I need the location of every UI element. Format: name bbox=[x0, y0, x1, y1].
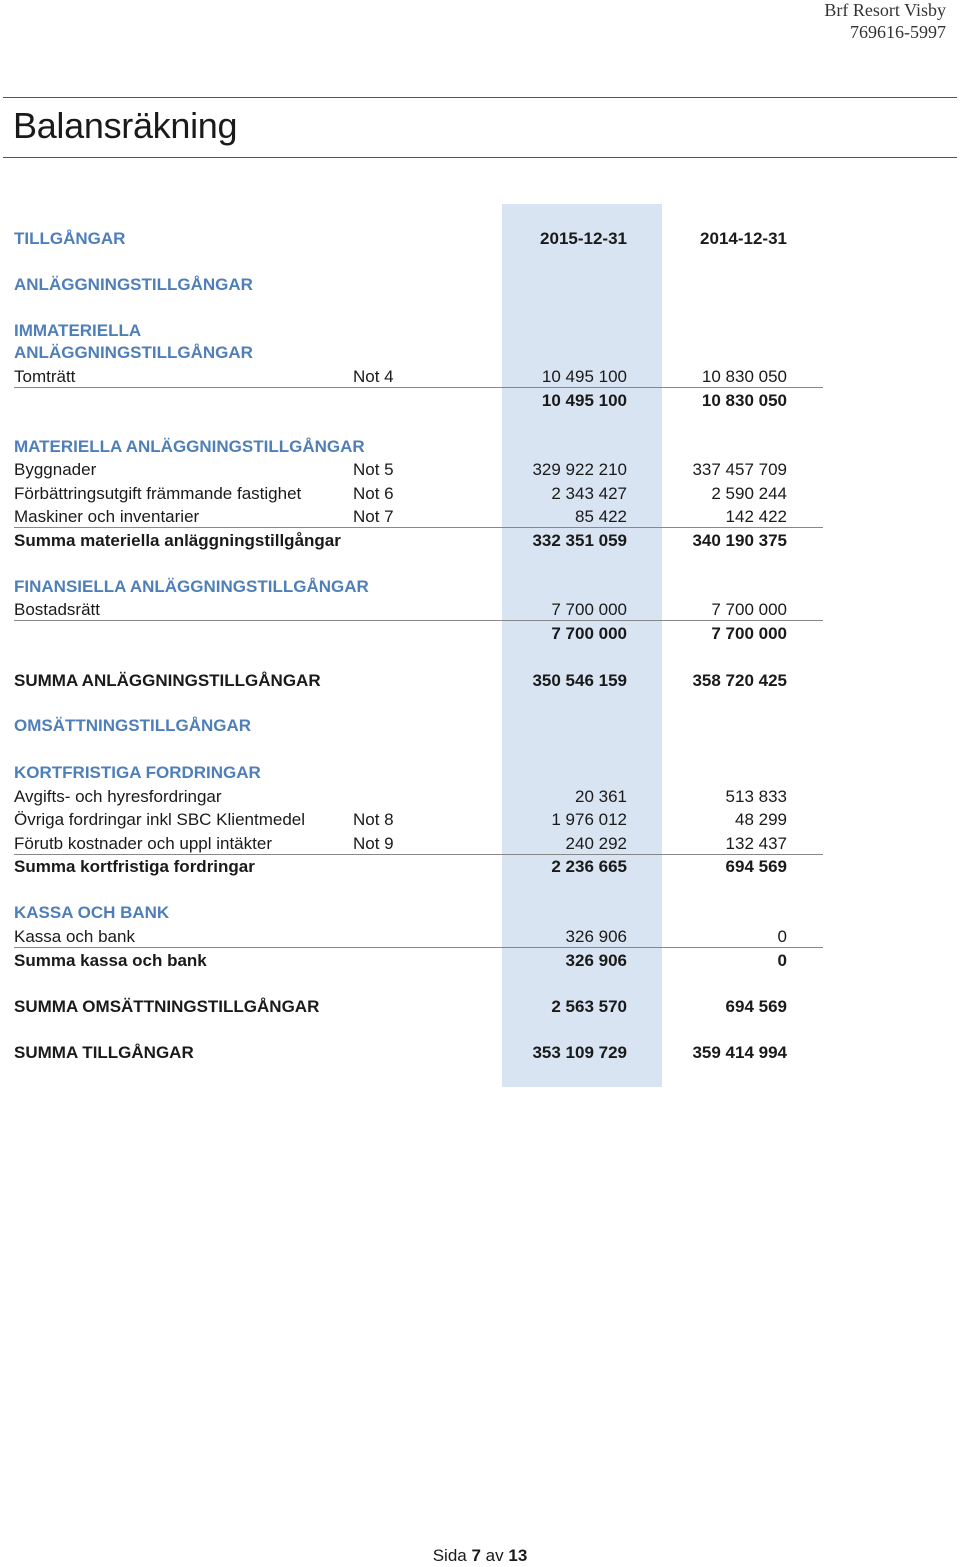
row-forutb-kostnader bbox=[0, 832, 823, 855]
organization-header bbox=[824, 0, 946, 43]
row-avgiftsfordringar bbox=[0, 785, 823, 808]
row-label: Förutb kostnader och uppl intäkter bbox=[14, 834, 272, 853]
heading-anlaggningstillgangar: ANLÄGGNINGSTILLGÅNGAR bbox=[14, 275, 253, 294]
current-page-number: 7 bbox=[471, 1546, 481, 1565]
value-2014: 513 833 bbox=[725, 787, 787, 806]
row-note: Not 4 bbox=[353, 367, 394, 386]
value-2015: 2 563 570 bbox=[551, 997, 627, 1016]
value-2015: 332 351 059 bbox=[532, 531, 627, 550]
value-2014: 0 bbox=[777, 927, 787, 946]
value-2014: 142 422 bbox=[725, 507, 787, 526]
row-label: Övriga fordringar inkl SBC Klientmedel bbox=[14, 810, 306, 829]
row-label: Förbättringsutgift främmande fastighet bbox=[14, 484, 302, 503]
row-kassa-sum bbox=[0, 949, 823, 972]
page-footer bbox=[0, 1545, 960, 1567]
row-label: Kassa och bank bbox=[14, 927, 135, 946]
total-pages-number: 13 bbox=[508, 1546, 528, 1565]
row-kortfristiga-sum bbox=[0, 855, 823, 878]
row-maskiner bbox=[0, 505, 823, 528]
page-title: Balansräkning bbox=[13, 105, 238, 146]
value-2014: 10 830 050 bbox=[701, 391, 787, 410]
row-label: Byggnader bbox=[14, 460, 97, 479]
column-header-2014: 2014-12-31 bbox=[700, 229, 787, 248]
value-2015: 1 976 012 bbox=[551, 810, 627, 829]
value-2014: 694 569 bbox=[725, 997, 787, 1016]
row-label: Summa materiella anläggningstillgångar bbox=[14, 531, 341, 550]
value-2015: 2 236 665 bbox=[551, 857, 627, 876]
heading-immateriella-line2: ANLÄGGNINGSTILLGÅNGAR bbox=[14, 343, 253, 362]
row-kassa-och-bank bbox=[0, 925, 823, 948]
row-note: Not 7 bbox=[353, 507, 394, 526]
row-note: Not 5 bbox=[353, 460, 394, 479]
footer-mid: av bbox=[485, 1546, 504, 1565]
row-note: Not 9 bbox=[353, 834, 394, 853]
row-summa-anlaggningstillgangar bbox=[0, 669, 823, 692]
footer-prefix: Sida bbox=[432, 1546, 467, 1565]
value-2014: 7 700 000 bbox=[711, 624, 787, 643]
value-2014: 10 830 050 bbox=[701, 367, 787, 386]
row-label: Tomträtt bbox=[14, 367, 76, 386]
value-2015: 353 109 729 bbox=[532, 1043, 627, 1062]
value-2015: 326 906 bbox=[565, 951, 627, 970]
row-finansiella-sum bbox=[0, 622, 823, 645]
heading-omsattningstillgangar: OMSÄTTNINGSTILLGÅNGAR bbox=[14, 716, 252, 735]
row-label: Avgifts- och hyresfordringar bbox=[14, 787, 222, 806]
row-summa-tillgangar bbox=[0, 1041, 823, 1064]
value-2015: 10 495 100 bbox=[541, 391, 627, 410]
row-label: Bostadsrätt bbox=[14, 600, 100, 619]
row-ovriga-fordringar bbox=[0, 808, 823, 831]
value-2015: 85 422 bbox=[575, 507, 627, 526]
row-note: Not 6 bbox=[353, 484, 394, 503]
value-2015: 329 922 210 bbox=[532, 460, 627, 479]
value-2014: 340 190 375 bbox=[692, 531, 787, 550]
value-2015: 10 495 100 bbox=[541, 367, 627, 386]
value-2015: 240 292 bbox=[565, 834, 627, 853]
heading-immateriella-line1: IMMATERIELLA bbox=[14, 321, 142, 340]
row-note: Not 8 bbox=[353, 810, 394, 829]
section-heading-tillgangar: TILLGÅNGAR bbox=[14, 229, 126, 248]
column-header-2015: 2015-12-31 bbox=[540, 229, 627, 248]
row-label: SUMMA TILLGÅNGAR bbox=[14, 1043, 194, 1062]
row-label: Summa kassa och bank bbox=[14, 951, 207, 970]
row-immateriella-sum bbox=[0, 389, 823, 412]
row-label: Maskiner och inventarier bbox=[14, 507, 200, 526]
value-2014: 0 bbox=[777, 951, 787, 970]
value-2015: 2 343 427 bbox=[551, 484, 627, 503]
table-header-row bbox=[0, 227, 823, 250]
row-tomtratt bbox=[0, 365, 823, 388]
row-byggnader bbox=[0, 458, 823, 481]
heading-kortfristiga: KORTFRISTIGA FORDRINGAR bbox=[14, 763, 261, 782]
org-name: Brf Resort Visby bbox=[824, 0, 946, 20]
value-2014: 48 299 bbox=[735, 810, 787, 829]
value-2014: 358 720 425 bbox=[692, 671, 787, 690]
row-label: Summa kortfristiga fordringar bbox=[14, 857, 255, 876]
row-label: SUMMA ANLÄGGNINGSTILLGÅNGAR bbox=[14, 671, 321, 690]
row-materiella-sum bbox=[0, 529, 823, 552]
title-bottom-rule bbox=[3, 157, 957, 158]
value-2015: 326 906 bbox=[565, 927, 627, 946]
heading-kassa-och-bank: KASSA OCH BANK bbox=[14, 903, 170, 922]
value-2014: 132 437 bbox=[725, 834, 787, 853]
row-bostadsratt bbox=[0, 598, 823, 621]
row-label: SUMMA OMSÄTTNINGSTILLGÅNGAR bbox=[14, 997, 320, 1016]
row-summa-omsattningstillgangar bbox=[0, 995, 823, 1018]
heading-materiella: MATERIELLA ANLÄGGNINGSTILLGÅNGAR bbox=[14, 437, 365, 456]
value-2015: 7 700 000 bbox=[551, 600, 627, 619]
org-number: 769616-5997 bbox=[850, 22, 946, 42]
value-2014: 7 700 000 bbox=[711, 600, 787, 619]
heading-finansiella: FINANSIELLA ANLÄGGNINGSTILLGÅNGAR bbox=[14, 577, 369, 596]
value-2014: 337 457 709 bbox=[692, 460, 787, 479]
value-2015: 7 700 000 bbox=[551, 624, 627, 643]
title-top-rule bbox=[3, 97, 957, 98]
value-2015: 350 546 159 bbox=[532, 671, 627, 690]
value-2014: 359 414 994 bbox=[692, 1043, 787, 1062]
row-forbattringsutgift bbox=[0, 482, 823, 505]
value-2014: 2 590 244 bbox=[711, 484, 787, 503]
value-2015: 20 361 bbox=[575, 787, 627, 806]
value-2014: 694 569 bbox=[725, 857, 787, 876]
